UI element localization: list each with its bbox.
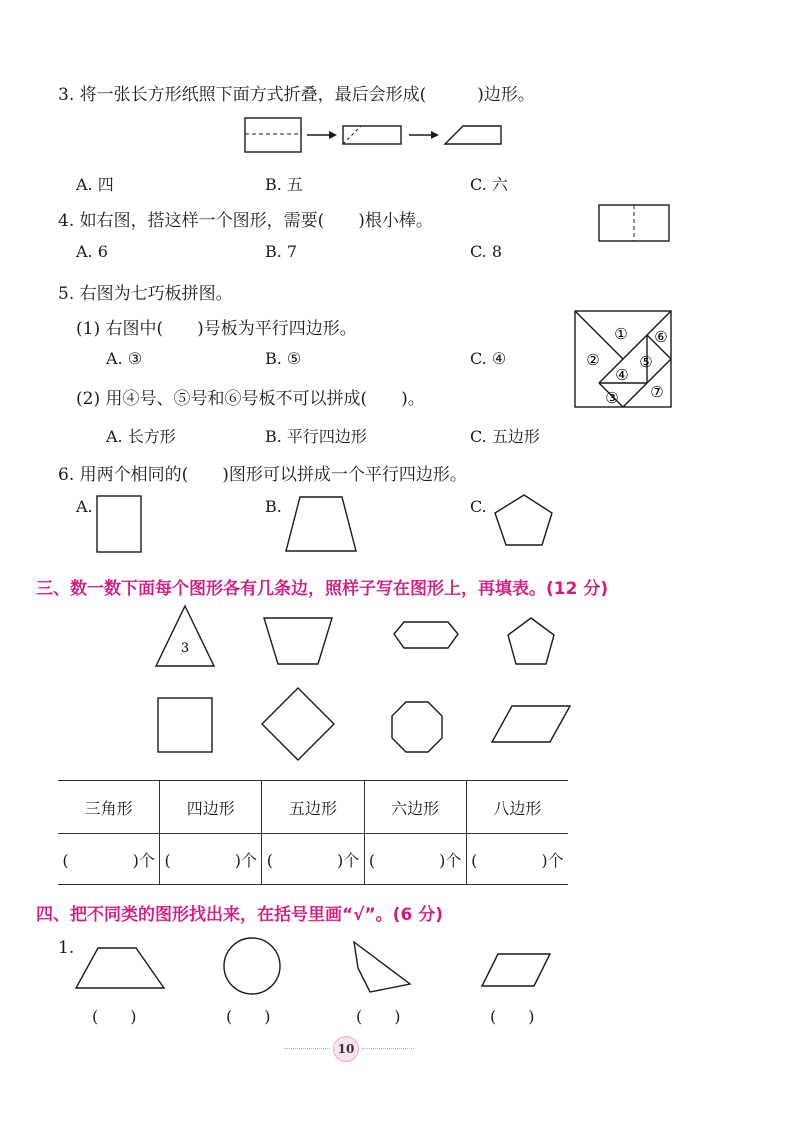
table-cell-pentagon[interactable]: ( )个 xyxy=(262,834,364,885)
tangram-diagram xyxy=(575,311,675,411)
q4-option-c: C. 8 xyxy=(470,242,503,261)
s4-answer-1[interactable]: ( ) xyxy=(92,1007,137,1026)
hexagon-shape xyxy=(394,622,458,648)
q5-sub1-option-c: C. ④ xyxy=(470,349,507,368)
q5-sub2-option-b: B. 平行四边形 xyxy=(265,427,367,446)
tangram-label-1: ① xyxy=(614,325,628,343)
s4-circle-shape xyxy=(224,938,280,994)
table-header-quadrilateral: 四边形 xyxy=(160,781,262,834)
tangram-label-7: ⑦ xyxy=(650,383,664,401)
table-cell-triangle[interactable]: ( )个 xyxy=(58,834,160,885)
q3-option-a: A. 四 xyxy=(76,175,114,194)
tangram-label-2: ② xyxy=(586,351,600,369)
q6-text: 6. 用两个相同的( )图形可以拼成一个平行四边形。 xyxy=(58,465,467,485)
table-cell-quadrilateral[interactable]: ( )个 xyxy=(160,834,262,885)
triangle-example-label: 3 xyxy=(180,641,190,656)
section4-title: 四、把不同类的图形找出来，在括号里画“√”。(6 分) xyxy=(36,905,443,925)
tangram-label-5: ⑤ xyxy=(639,353,653,371)
s4-answer-3[interactable]: ( ) xyxy=(356,1007,401,1026)
s4-parallelogram-shape xyxy=(482,954,550,986)
square-shape xyxy=(158,698,212,752)
shape-count-table xyxy=(58,780,568,885)
trapezoid-shape xyxy=(264,618,332,664)
q4-text: 4. 如右图，搭这样一个图形，需要( )根小棒。 xyxy=(58,211,433,231)
q3-option-b: B. 五 xyxy=(265,175,303,194)
q6-option-b: B. xyxy=(265,497,282,516)
rhombus-shape xyxy=(262,688,334,760)
q4-option-b: B. 7 xyxy=(265,242,298,261)
s4-trapezoid-shape xyxy=(76,948,164,988)
table-header-hexagon: 六边形 xyxy=(364,781,466,834)
q5-sub1: (1) 右图中( )号板为平行四边形。 xyxy=(76,319,357,339)
stick-figure-diagram xyxy=(598,204,672,244)
q5-sub2-option-c: C. 五边形 xyxy=(470,427,540,446)
q6-rectangle-shape xyxy=(96,495,146,555)
q6-pentagon-shape xyxy=(492,493,562,553)
footer-divider-right xyxy=(362,1048,414,1049)
table-cell-octagon[interactable]: ( )个 xyxy=(466,834,568,885)
q6-trapezoid-shape xyxy=(284,495,364,555)
triangle-shape xyxy=(156,606,214,666)
footer-divider-left xyxy=(284,1048,330,1049)
tangram-label-3: ③ xyxy=(605,389,619,407)
tangram-label-4: ④ xyxy=(615,366,629,384)
q5-sub1-option-b: B. ⑤ xyxy=(265,349,302,368)
q3-text: 3. 将一张长方形纸照下面方式折叠，最后会形成( )边形。 xyxy=(58,85,535,105)
q6-option-a: A. xyxy=(76,497,93,516)
table-header-pentagon: 五边形 xyxy=(262,781,364,834)
table-header-octagon: 八边形 xyxy=(466,781,568,834)
q5-sub2-option-a: A. 长方形 xyxy=(106,427,176,446)
s4-answer-2[interactable]: ( ) xyxy=(226,1007,271,1026)
tangram-label-6: ⑥ xyxy=(654,328,668,346)
table-header-triangle: 三角形 xyxy=(58,781,160,834)
q6-option-c: C. xyxy=(470,497,487,516)
section3-title: 三、数一数下面每个图形各有几条边，照样子写在图形上，再填表。(12 分) xyxy=(36,579,609,599)
octagon-shape xyxy=(392,702,442,752)
folding-diagram xyxy=(243,116,513,156)
q5-sub2: (2) 用④号、⑤号和⑥号板不可以拼成( )。 xyxy=(76,389,425,409)
s4-quadrilateral-shape xyxy=(354,942,410,992)
table-cell-hexagon[interactable]: ( )个 xyxy=(364,834,466,885)
page-number: 10 xyxy=(333,1036,359,1062)
q5-sub1-option-a: A. ③ xyxy=(106,349,143,368)
s4-answer-4[interactable]: ( ) xyxy=(490,1007,535,1026)
section4-item-number: 1. xyxy=(58,938,75,958)
section3-shapes xyxy=(150,602,590,762)
section4-shapes xyxy=(74,938,574,998)
pentagon-shape xyxy=(508,618,554,664)
q5-text: 5. 右图为七巧板拼图。 xyxy=(58,284,233,304)
q3-option-c: C. 六 xyxy=(470,175,508,194)
q4-option-a: A. 6 xyxy=(76,242,108,261)
parallelogram-shape xyxy=(492,706,570,742)
